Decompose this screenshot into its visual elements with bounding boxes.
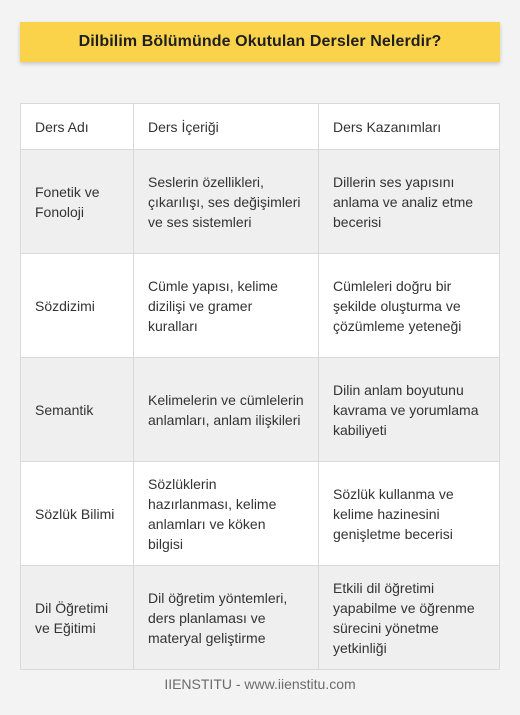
cell-course-outcomes: Dillerin ses yapısını anlama ve analiz etme becerisi: [319, 150, 500, 254]
header-course-name: Ders Adı: [21, 104, 134, 150]
courses-table: [20, 103, 500, 670]
title-banner: [20, 22, 500, 62]
table-row: [21, 150, 500, 254]
table-header-row: [21, 104, 500, 150]
footer-credit: IIENSTITU - www.iienstitu.com: [164, 676, 356, 692]
cell-course-content: Dil öğretim yöntemleri, ders planlaması ve materyal geliştirme: [134, 566, 319, 670]
cell-course-name: Sözdizimi: [21, 254, 134, 358]
cell-course-name: Dil Öğretimi ve Eğitimi: [21, 566, 134, 670]
cell-course-content: Cümle yapısı, kelime dizilişi ve gramer kuralları: [134, 254, 319, 358]
page-title: Dilbilim Bölümünde Okutulan Dersler Nelerdir?: [78, 33, 442, 50]
cell-course-outcomes: Cümleleri doğru bir şekilde oluşturma ve çözümleme yeteneği: [319, 254, 500, 358]
cell-course-name: Semantik: [21, 358, 134, 462]
cell-course-outcomes: Etkili dil öğretimi yapabilme ve öğrenme sürecini yönetme yetkinliği: [319, 566, 500, 670]
table-row: [21, 566, 500, 670]
courses-table-container: [20, 103, 499, 670]
cell-course-name: Sözlük Bilimi: [21, 462, 134, 566]
header-course-content: Ders İçeriği: [134, 104, 319, 150]
cell-course-name: Fonetik ve Fonoloji: [21, 150, 134, 254]
cell-course-content: Sözlüklerin hazırlanması, kelime anlamları ve köken bilgisi: [134, 462, 319, 566]
cell-course-outcomes: Sözlük kullanma ve kelime hazinesini genişletme becerisi: [319, 462, 500, 566]
header-course-outcomes: Ders Kazanımları: [319, 104, 500, 150]
cell-course-content: Seslerin özellikleri, çıkarılışı, ses değişimleri ve ses sistemleri: [134, 150, 319, 254]
table-row: [21, 462, 500, 566]
cell-course-outcomes: Dilin anlam boyutunu kavrama ve yorumlama kabiliyeti: [319, 358, 500, 462]
table-row: [21, 254, 500, 358]
table-row: [21, 358, 500, 462]
cell-course-content: Kelimelerin ve cümlelerin anlamları, anlam ilişkileri: [134, 358, 319, 462]
